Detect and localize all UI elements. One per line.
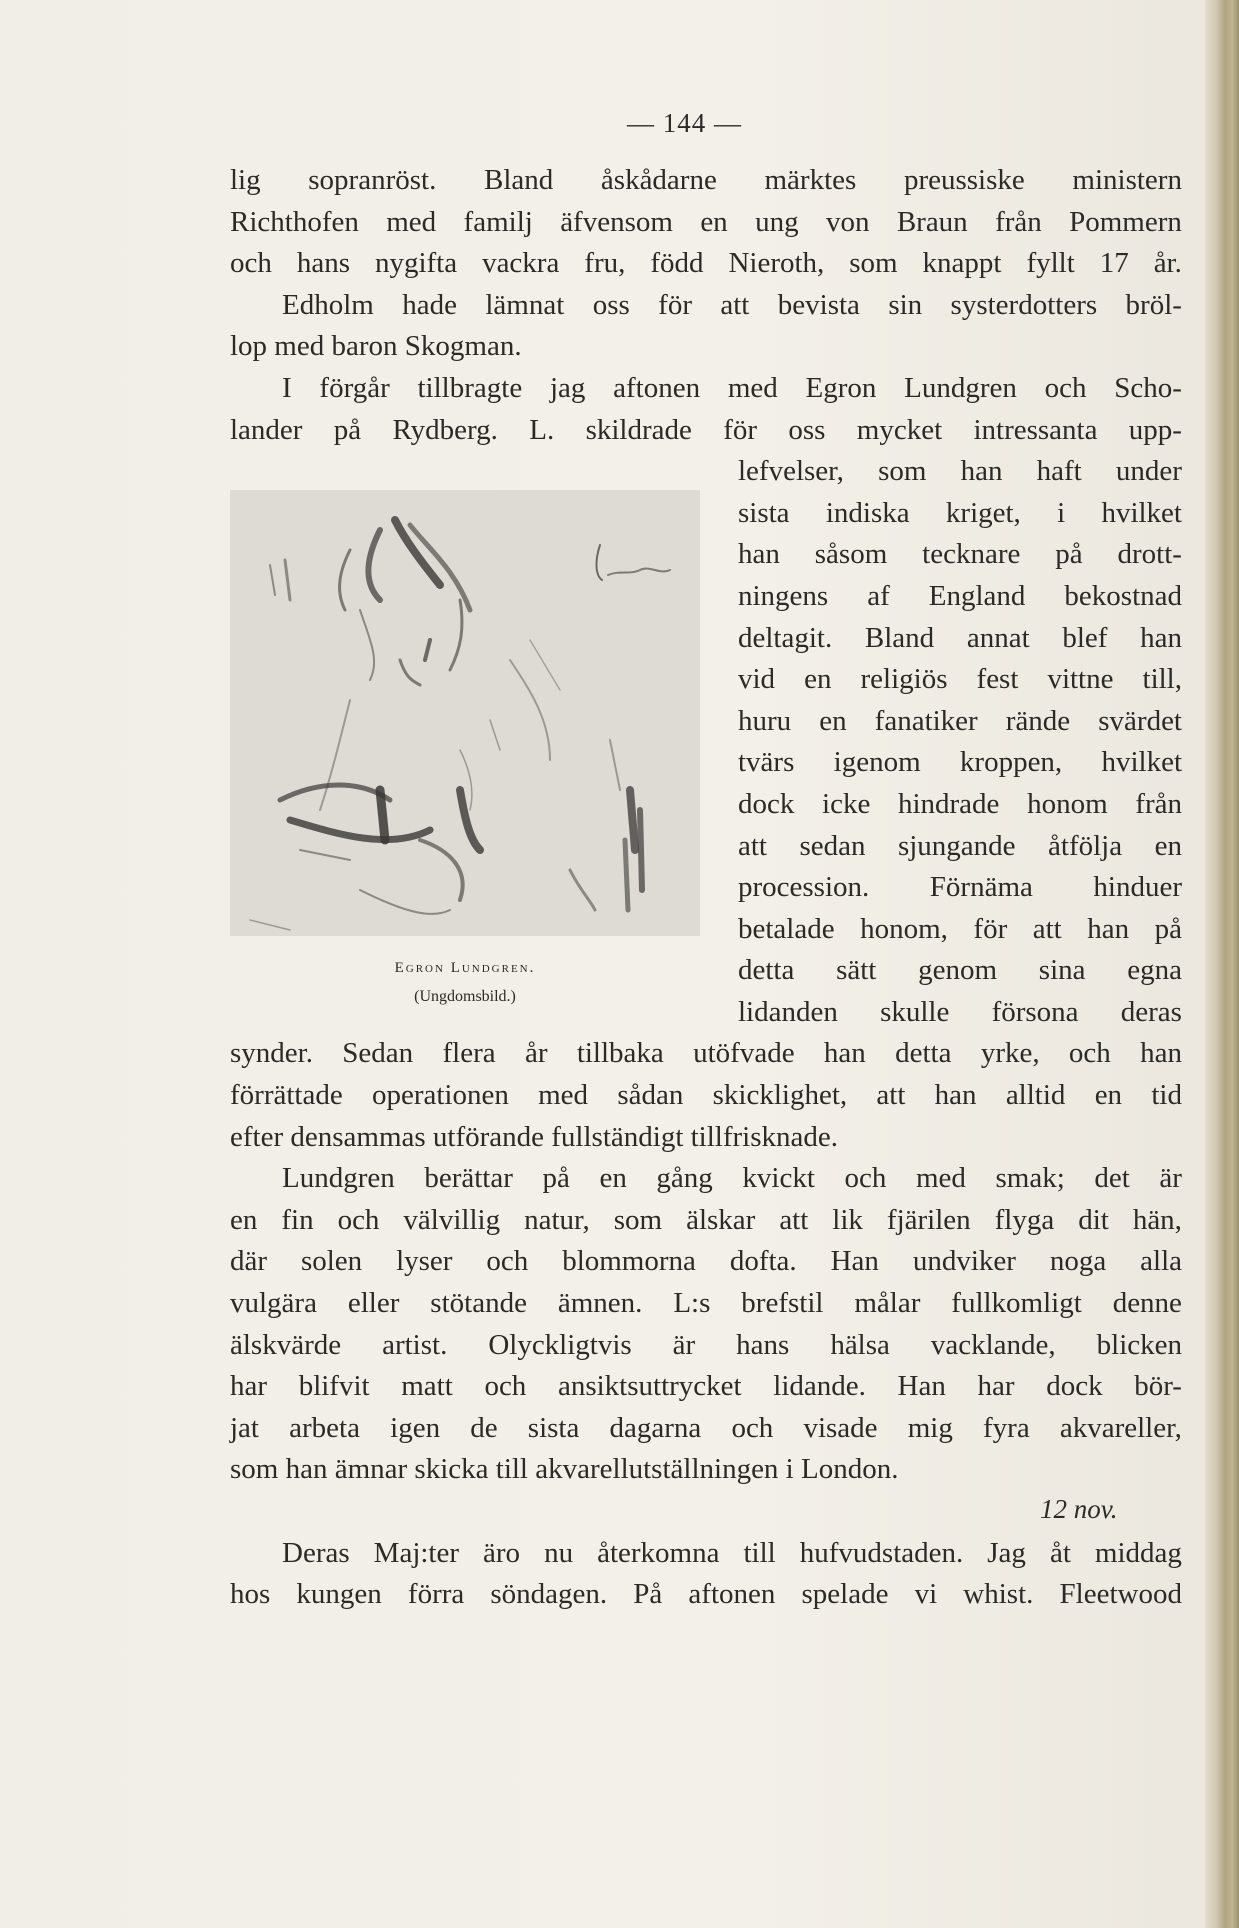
text-line: detta sätt genom sina egna: [738, 954, 1182, 987]
text-line: dock icke hindrade honom från: [738, 787, 1182, 820]
text-line: som han ämnar skicka till akvarellutställningen i London.: [230, 1453, 899, 1486]
text-line: en fin och välvillig natur, som älskar att lik fjärilen flyga dit hän,: [230, 1203, 1182, 1236]
sketch-drawing: [230, 490, 700, 936]
text-line: betalade honom, för att han på: [738, 912, 1182, 945]
text-line: procession. Förnäma hinduer: [738, 871, 1182, 904]
text-line: jat arbeta igen de sista dagarna och visade mig fyra akvareller,: [230, 1411, 1182, 1444]
text-line: och hans nygifta vackra fru, född Nieroth, som knappt fyllt 17 år.: [230, 247, 1182, 280]
text-line: förrättade operationen med sådan skicklighet, att han alltid en tid: [230, 1079, 1182, 1112]
page-number: — 144 —: [627, 108, 742, 138]
text-line: lefvelser, som han haft under: [738, 455, 1182, 488]
text-line: lander på Rydberg. L. skildrade för oss mycket intressanta upp-: [230, 413, 1182, 446]
text-line: tvärs igenom kroppen, hvilket: [738, 746, 1182, 779]
portrait-sketch: [230, 490, 700, 936]
figure-caption: Egron Lundgren.: [394, 960, 536, 976]
text-line: Richthofen med familj äfvensom en ung von Braun från Pommern: [230, 205, 1182, 238]
figure-subcaption: (Ungdomsbild.): [414, 988, 516, 1005]
text-line: lop med baron Skogman.: [230, 330, 522, 363]
text-line: lidanden skulle försona deras: [738, 995, 1182, 1028]
text-line: sista indiska kriget, i hvilket: [738, 496, 1182, 529]
book-edge: [1205, 0, 1239, 1928]
text-line: Lundgren berättar på en gång kvickt och med smak; det är: [282, 1162, 1182, 1195]
text-line: att sedan sjungande åtfölja en: [738, 829, 1182, 862]
date-heading: 12 nov.: [1040, 1494, 1118, 1524]
text-line: deltagit. Bland annat blef han: [738, 621, 1182, 654]
text-line: han såsom tecknare på drott-: [738, 538, 1182, 571]
text-line: har blifvit matt och ansiktsuttrycket lidande. Han har dock bör-: [230, 1370, 1182, 1403]
text-line: Deras Maj:ter äro nu återkomna till hufvudstaden. Jag åt middag: [282, 1536, 1182, 1569]
text-line: I förgår tillbragte jag aftonen med Egron Lundgren och Scho-: [282, 371, 1182, 404]
text-line: där solen lyser och blommorna dofta. Han undviker noga alla: [230, 1245, 1182, 1278]
text-line: lig sopranröst. Bland åskådarne märktes preussiske ministern: [230, 164, 1182, 196]
text-line: Edholm hade lämnat oss för att bevista sin systerdotters bröl-: [282, 288, 1182, 321]
text-line: huru en fanatiker rände svärdet: [738, 704, 1182, 737]
text-line: synder. Sedan flera år tillbaka utöfvade han detta yrke, och han: [230, 1037, 1182, 1070]
text-line: vid en religiös fest vittne till,: [738, 663, 1182, 696]
text-line: vulgära eller stötande ämnen. L:s brefstil målar fullkomligt denne: [230, 1287, 1182, 1320]
text-line: hos kungen förra söndagen. På aftonen spelade vi whist. Fleetwood: [230, 1578, 1182, 1611]
text-line: ningens af England bekostnad: [738, 579, 1182, 612]
text-line: efter densammas utförande fullständigt tillfrisknade.: [230, 1120, 839, 1153]
text-line: älskvärde artist. Olyckligtvis är hans hälsa vacklande, blicken: [230, 1328, 1182, 1361]
